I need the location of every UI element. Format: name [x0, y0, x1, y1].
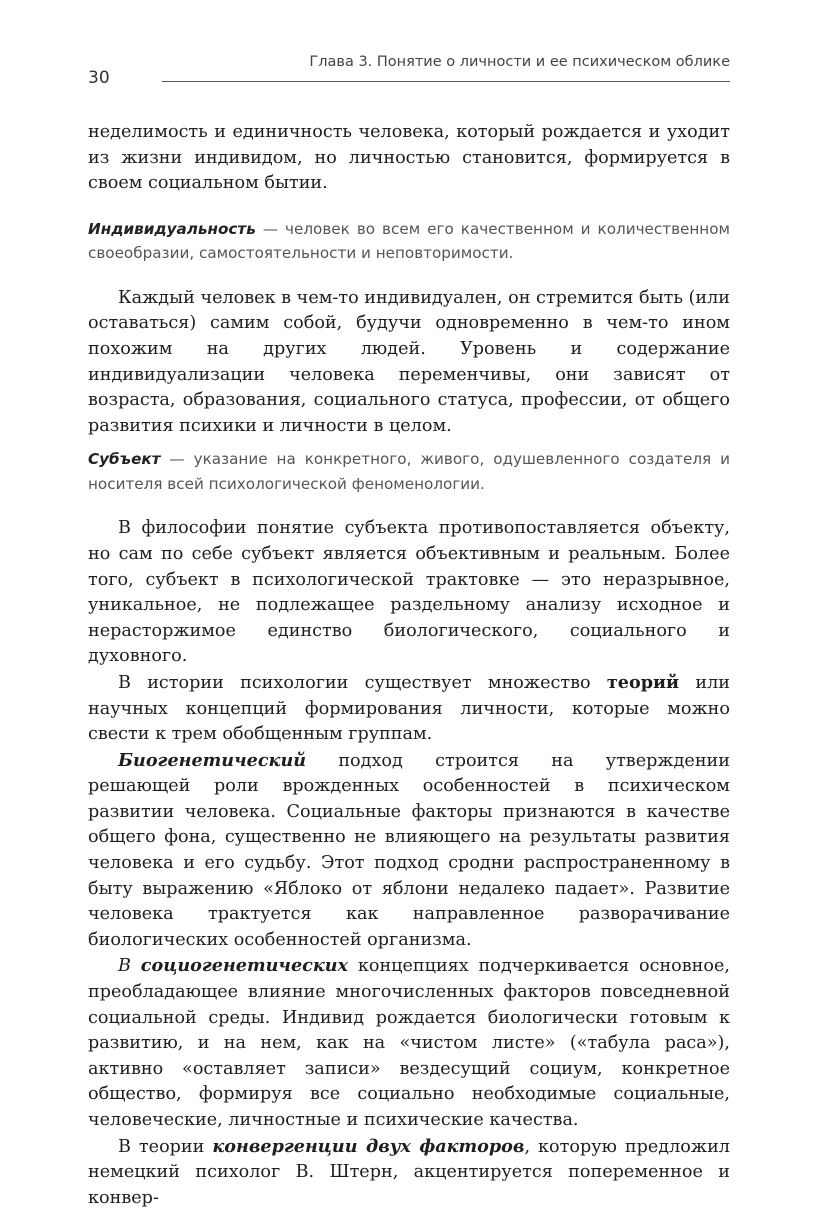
paragraph-subject: В философии понятие субъекта противопоставляется объекту, но сам по себе субъект является объективным и реальным. Более того, субъект в психологической трактовке — это неразрывное, уникальное, не подлежащее раздельному анализу исходное и нерасторжимое единство биологического, социального и духовного. [88, 518, 730, 667]
definition-text: указание на конкретного, живого, одушевленного создателя и носителя всей психологической феноменологии. [88, 450, 730, 493]
paragraph-biogenetic: Биогенетический подход строится на утверждении решающей роли врожденных особенностей в психическом развитии человека. Социальные факторы признаются в качестве общего фона, существенно не влияющего на результаты развития человека и его судьбу. Этот подход сродни распространенному в быту выражению «Яблоко от яблони недалеко падает». Развитие человека трактуется как направленное разворачивание биологических особенностей организма. [88, 749, 730, 950]
definition-text: человек во всем его качественном и количественном своеобразии, самостоятельности и неповторимости. [88, 219, 730, 263]
page-number: 30 [88, 68, 110, 88]
emphasis-theories: теорий [606, 671, 680, 693]
term-convergence: конвергенции двух факторов [212, 1135, 525, 1157]
body-text [88, 120, 730, 1211]
term-biogenetic: Биогенетический [118, 749, 307, 771]
definition-individuality [88, 217, 730, 266]
definition-dash: — [160, 450, 194, 469]
page-header [88, 54, 730, 90]
running-head: Глава 3. Понятие о личности и ее психическом облике [309, 54, 730, 70]
term-sociogenetic: социогенетических [140, 955, 349, 977]
header-rule [162, 81, 730, 82]
definition-term: Субъект [88, 450, 161, 469]
definition-term: Индивидуальность [88, 219, 256, 238]
paragraph-continuation: неделимость и единичность человека, который рождается и уходит из жизни индивидом, но личностью становится, формируется в своем социальном бытии. [88, 122, 730, 194]
paragraph-individuality: Каждый человек в чем-то индивидуален, он стремится быть (или оставаться) самим собой, будучи одновременно в чем-то ином похожим на других людей. Уровень и содержание индивидуализации человека переменчивы, они зависят от возраста, образования, социального статуса, профессии, от общего развития психики и личности в целом. [88, 287, 730, 436]
definition-subject [88, 447, 730, 496]
paragraph-sociogenetic: В социогенетических концепциях подчеркивается основное, преобладающее влияние многочисленных факторов повседневной социальной среды. Индивид рождается биологически готовым к развитию, и на нем, как на «чистом листе» («табула раса»), активно «оставляет записи» вездесущий социум, конкретное общество, формируя все социально необходимые социальные, человеческие, личностные и психические качества. [88, 955, 730, 1130]
definition-dash: — [255, 219, 286, 238]
paragraph-convergence: В теории конвергенции двух факторов, которую предложил немецкий психолог В. Штерн, акцентируется попеременное и конвер- [88, 1135, 730, 1208]
paragraph-theories: В истории психологии существует множество теорий или научных концепций формирования личности, которые можно свести к трем обобщенным группам. [88, 671, 731, 745]
